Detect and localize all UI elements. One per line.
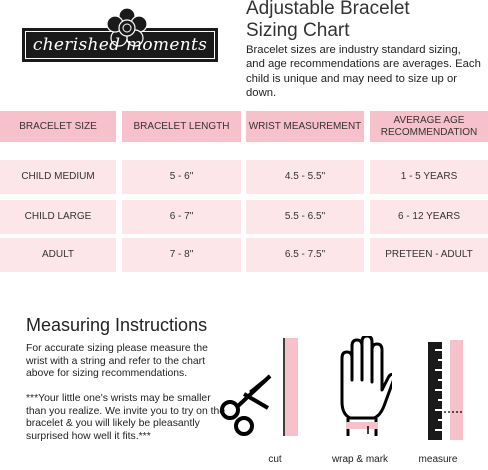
- table-cell: PRETEEN - ADULT: [370, 238, 488, 272]
- intro-text: Bracelet sizes are industry standard sizing, and age recommendations are averages. Each child is unique and may need to size up or down.: [246, 44, 481, 100]
- table-header-bracelet-size: BRACELET SIZE: [0, 111, 116, 142]
- brand-logo: [22, 28, 218, 62]
- logo-text: cherished moments: [32, 35, 208, 55]
- ruler-measure-illustration: [424, 340, 468, 442]
- page-title: [246, 0, 486, 42]
- section-title: Measuring Instructions: [26, 315, 208, 335]
- table-cell: 5.5 - 6.5": [246, 200, 364, 234]
- ruler-icon: [428, 342, 442, 440]
- table-cell: CHILD MEDIUM: [0, 160, 116, 194]
- table-cell: 5 - 6": [122, 160, 241, 194]
- table-header-bracelet-length: BRACELET LENGTH: [122, 111, 241, 142]
- step-label-measure: measure: [418, 454, 458, 465]
- table-cell: CHILD LARGE: [0, 200, 116, 234]
- table-cell: 4.5 - 5.5": [246, 160, 364, 194]
- scissors-string-illustration: [218, 336, 302, 442]
- instructions-paragraph: For accurate sizing please measure the wrist with a string and refer to the chart above for sizing recommendations.: [26, 343, 208, 379]
- table-cell: 1 - 5 YEARS: [370, 160, 488, 194]
- instructions-note: ***Your little one's wrists may be smaller than you realize. We invite you to try on the bracelet & you will likely be pleasantly surprised how well it fits.***: [26, 393, 226, 442]
- instructions-text: [26, 343, 226, 456]
- step-label-cut: cut: [268, 454, 282, 465]
- step-label-wrap-mark: wrap & mark: [331, 454, 389, 465]
- hand-wrap-illustration: [330, 336, 392, 440]
- table-cell: ADULT: [0, 238, 116, 272]
- table-cell: 6 - 7": [122, 200, 241, 234]
- title-line-1: Adjustable Bracelet: [246, 0, 410, 19]
- title-line-2: Sizing Chart: [246, 20, 350, 41]
- scissors-icon: [222, 376, 270, 434]
- table-header-wrist-measurement: WRIST MEASUREMENT: [246, 111, 364, 142]
- table-cell: 6.5 - 7.5": [246, 238, 364, 272]
- table-cell: 7 - 8": [122, 238, 241, 272]
- hand-icon: [342, 336, 392, 436]
- table-header-age-recommendation: AVERAGE AGE RECOMMENDATION: [370, 111, 488, 142]
- table-cell: 6 - 12 YEARS: [370, 200, 488, 234]
